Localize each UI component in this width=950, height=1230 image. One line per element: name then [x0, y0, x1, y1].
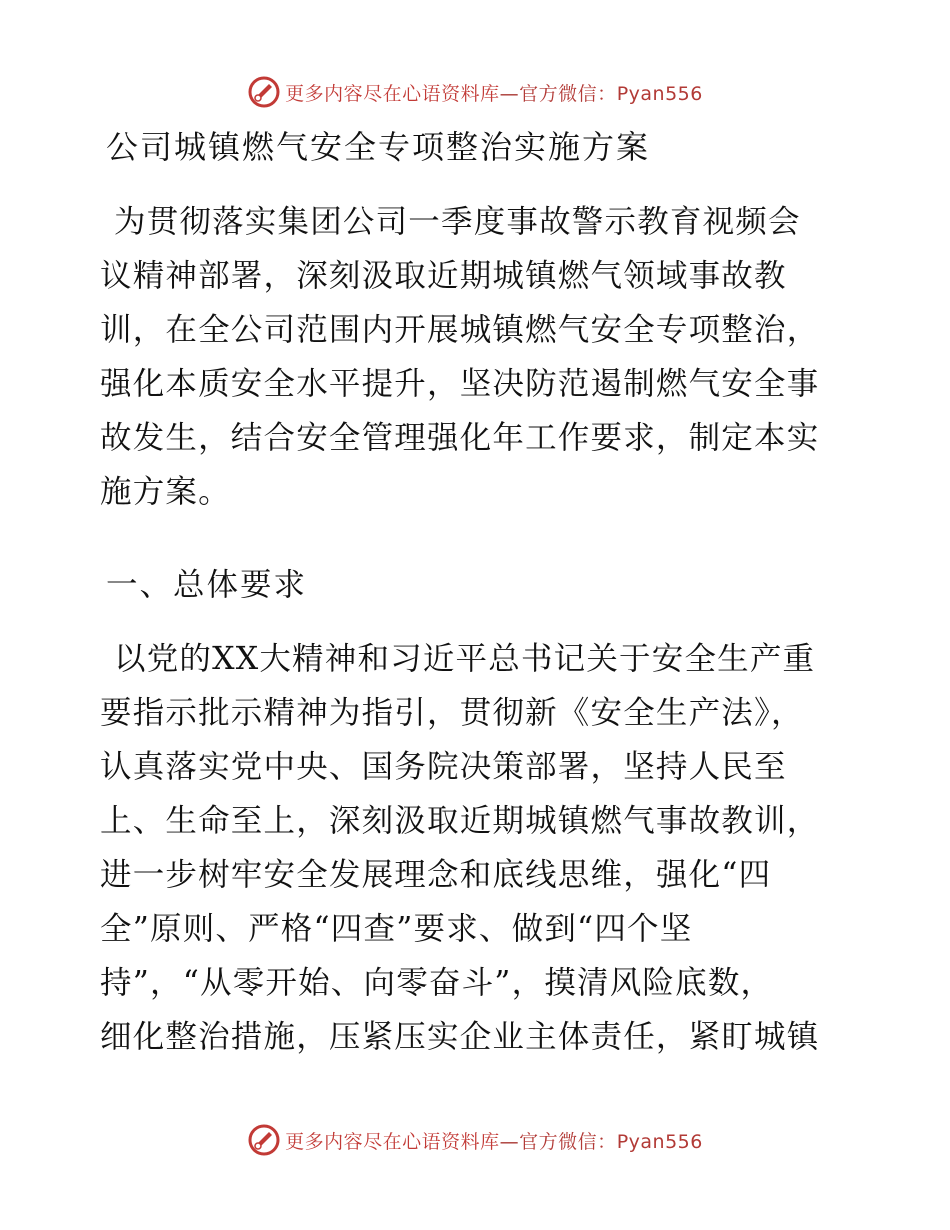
text-line: 训，在全公司范围内开展城镇燃气安全专项整治，: [100, 312, 820, 348]
logo-icon: [247, 75, 281, 109]
text-line: 以党的XX大精神和习近平总书记关于安全生产重: [114, 641, 816, 677]
text-line: 细化整治措施，压紧压实企业主体责任，紧盯城镇: [100, 1019, 820, 1055]
text-line: 要指示批示精神为指引，贯彻新《安全生产法》，: [100, 695, 804, 731]
watermark-text: 更多内容尽在心语资料库—官方微信：Pyan556: [285, 1130, 703, 1153]
text-line: 施方案。: [100, 474, 231, 510]
text-line: 强化本质安全水平提升，坚决防范遏制燃气安全事: [100, 366, 820, 402]
text-line: 为贯彻落实集团公司一季度事故警示教育视频会: [114, 204, 801, 240]
watermark-banner-top: [0, 72, 950, 112]
text-line: 认真落实党中央、国务院决策部署，坚持人民至: [100, 749, 787, 785]
section1-paragraph: [100, 632, 860, 1064]
intro-paragraph: [100, 195, 860, 519]
text-line: 进一步树牢安全发展理念和底线思维，强化“四: [100, 857, 772, 893]
text-line: 全”原则、严格“四查”要求、做到“四个坚: [100, 911, 693, 947]
logo-icon: [247, 1123, 281, 1157]
text-line: 故发生，结合安全管理强化年工作要求，制定本实: [100, 420, 820, 456]
text-line: 持”，“从零开始、向零奋斗”，摸清风险底数，: [100, 965, 774, 1001]
text-line: 议精神部署，深刻汲取近期城镇燃气领域事故教: [100, 258, 787, 294]
section-heading: 一、总体要求: [106, 567, 308, 603]
watermark-banner-bottom: [0, 1120, 950, 1160]
text-line: 上、生命至上，深刻汲取近期城镇燃气事故教训，: [100, 803, 820, 839]
watermark-text: 更多内容尽在心语资料库—官方微信：Pyan556: [285, 82, 703, 105]
document-title: 公司城镇燃气安全专项整治实施方案: [106, 128, 651, 166]
